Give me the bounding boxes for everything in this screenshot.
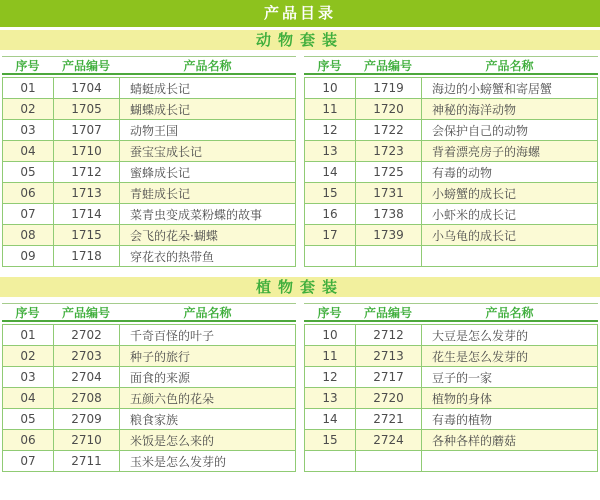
cell-index: 17 bbox=[305, 225, 356, 246]
table-row bbox=[305, 162, 598, 183]
table-row bbox=[305, 430, 598, 451]
cell-name: 粮食家族 bbox=[120, 409, 296, 430]
plant-left-table-body bbox=[2, 324, 296, 472]
cell-name: 蜻蜓成长记 bbox=[120, 78, 296, 99]
cell-code: 2721 bbox=[356, 409, 422, 430]
cell-index: 16 bbox=[305, 204, 356, 225]
cell-code: 1713 bbox=[54, 183, 120, 204]
section-plant-tables bbox=[0, 297, 600, 472]
cell-name: 米饭是怎么来的 bbox=[120, 430, 296, 451]
cell-index: 15 bbox=[305, 430, 356, 451]
animal-left-table-body bbox=[2, 77, 296, 267]
cell-code: 1715 bbox=[54, 225, 120, 246]
cell-code: 1712 bbox=[54, 162, 120, 183]
cell-index: 03 bbox=[3, 120, 54, 141]
table-row bbox=[305, 325, 598, 346]
column-header-name: 产品名称 bbox=[485, 305, 534, 320]
cell-code: 1707 bbox=[54, 120, 120, 141]
cell-index: 14 bbox=[305, 409, 356, 430]
cell-code: 1731 bbox=[356, 183, 422, 204]
cell-code: 1704 bbox=[54, 78, 120, 99]
cell-name: 菜青虫变成菜粉蝶的故事 bbox=[120, 204, 296, 225]
cell-name: 植物的身体 bbox=[422, 388, 598, 409]
cell-code: 2708 bbox=[54, 388, 120, 409]
cell-code: 1718 bbox=[54, 246, 120, 267]
section-animal bbox=[0, 30, 600, 267]
cell-index: 04 bbox=[3, 141, 54, 162]
cell-index: 11 bbox=[305, 99, 356, 120]
cell-code: 2720 bbox=[356, 388, 422, 409]
table-row bbox=[3, 409, 296, 430]
column-header-name: 产品名称 bbox=[183, 58, 232, 73]
column-header-name: 产品名称 bbox=[183, 305, 232, 320]
cell-code: 1705 bbox=[54, 99, 120, 120]
cell-name: 蝴蝶成长记 bbox=[120, 99, 296, 120]
cell-index: 06 bbox=[3, 183, 54, 204]
cell-index: 02 bbox=[3, 99, 54, 120]
cell-code: 2710 bbox=[54, 430, 120, 451]
cell-name: 五颜六色的花朵 bbox=[120, 388, 296, 409]
cell-code: 1725 bbox=[356, 162, 422, 183]
cell-name: 玉米是怎么发芽的 bbox=[120, 451, 296, 472]
cell-index: 11 bbox=[305, 346, 356, 367]
plant-left-header-row bbox=[2, 303, 296, 322]
table-row bbox=[305, 388, 598, 409]
cell-code: 2702 bbox=[54, 325, 120, 346]
column-header-code: 产品编号 bbox=[61, 58, 110, 73]
table-row bbox=[3, 78, 296, 99]
cell-index: 13 bbox=[305, 141, 356, 162]
column-header-code: 产品编号 bbox=[61, 305, 110, 320]
cell-name: 神秘的海洋动物 bbox=[422, 99, 598, 120]
table-row bbox=[3, 204, 296, 225]
page-title: 产品目录 bbox=[0, 0, 600, 27]
cell-name: 蚕宝宝成长记 bbox=[120, 141, 296, 162]
table-row bbox=[305, 183, 598, 204]
cell-name: 面食的来源 bbox=[120, 367, 296, 388]
table-row bbox=[305, 141, 598, 162]
plant-table-left bbox=[2, 297, 296, 472]
table-row bbox=[3, 388, 296, 409]
column-header-index: 序号 bbox=[15, 58, 40, 73]
column-header-index: 序号 bbox=[15, 305, 40, 320]
cell-name: 千奇百怪的叶子 bbox=[120, 325, 296, 346]
cell-name: 会飞的花朵·蝴蝶 bbox=[120, 225, 296, 246]
table-row bbox=[3, 99, 296, 120]
animal-right-table-body bbox=[304, 77, 598, 267]
table-row bbox=[3, 120, 296, 141]
cell-name: 各种各样的蘑菇 bbox=[422, 430, 598, 451]
cell-index: 13 bbox=[305, 388, 356, 409]
cell-index: 05 bbox=[3, 162, 54, 183]
table-row bbox=[3, 346, 296, 367]
cell-code: 2711 bbox=[54, 451, 120, 472]
column-header-code: 产品编号 bbox=[363, 305, 412, 320]
cell-index: 15 bbox=[305, 183, 356, 204]
cell-code: 1719 bbox=[356, 78, 422, 99]
cell-name: 有毒的植物 bbox=[422, 409, 598, 430]
cell-name: 小乌龟的成长记 bbox=[422, 225, 598, 246]
cell-code: 2713 bbox=[356, 346, 422, 367]
table-row bbox=[305, 367, 598, 388]
cell-code: 2712 bbox=[356, 325, 422, 346]
cell-code: 1714 bbox=[54, 204, 120, 225]
cell-index: 01 bbox=[3, 78, 54, 99]
cell-code: 1720 bbox=[356, 99, 422, 120]
cell-code: 2724 bbox=[356, 430, 422, 451]
cell-index: 12 bbox=[305, 367, 356, 388]
cell-index: 06 bbox=[3, 430, 54, 451]
table-row bbox=[3, 183, 296, 204]
cell-code: 1723 bbox=[356, 141, 422, 162]
column-header-name: 产品名称 bbox=[485, 58, 534, 73]
table-row bbox=[305, 120, 598, 141]
table-row bbox=[3, 141, 296, 162]
cell-index: 08 bbox=[3, 225, 54, 246]
cell-name: 穿花衣的热带鱼 bbox=[120, 246, 296, 267]
cell-name: 大豆是怎么发芽的 bbox=[422, 325, 598, 346]
cell-name bbox=[422, 246, 598, 267]
plant-right-header-row bbox=[304, 303, 598, 322]
cell-index: 07 bbox=[3, 204, 54, 225]
cell-index: 10 bbox=[305, 325, 356, 346]
table-row bbox=[3, 225, 296, 246]
cell-index: 14 bbox=[305, 162, 356, 183]
cell-name: 小虾米的成长记 bbox=[422, 204, 598, 225]
cell-name: 种子的旅行 bbox=[120, 346, 296, 367]
table-row bbox=[3, 246, 296, 267]
table-row bbox=[305, 451, 598, 472]
cell-index: 02 bbox=[3, 346, 54, 367]
table-row bbox=[305, 78, 598, 99]
cell-code: 2703 bbox=[54, 346, 120, 367]
table-row bbox=[305, 409, 598, 430]
section-plant-heading: 植物套装 bbox=[0, 277, 600, 297]
table-row bbox=[305, 346, 598, 367]
cell-index: 04 bbox=[3, 388, 54, 409]
table-row bbox=[3, 325, 296, 346]
animal-left-header-row bbox=[2, 56, 296, 75]
section-animal-tables bbox=[0, 50, 600, 267]
cell-code: 2704 bbox=[54, 367, 120, 388]
cell-index bbox=[305, 246, 356, 267]
table-row bbox=[305, 225, 598, 246]
cell-code bbox=[356, 246, 422, 267]
cell-name: 背着漂亮房子的海螺 bbox=[422, 141, 598, 162]
cell-code bbox=[356, 451, 422, 472]
table-row bbox=[3, 430, 296, 451]
table-row bbox=[305, 99, 598, 120]
table-row bbox=[305, 204, 598, 225]
cell-name: 豆子的一家 bbox=[422, 367, 598, 388]
cell-name: 动物王国 bbox=[120, 120, 296, 141]
table-row bbox=[3, 367, 296, 388]
cell-index: 03 bbox=[3, 367, 54, 388]
table-row bbox=[305, 246, 598, 267]
table-row bbox=[3, 162, 296, 183]
cell-code: 1722 bbox=[356, 120, 422, 141]
cell-index bbox=[305, 451, 356, 472]
table-row bbox=[3, 451, 296, 472]
cell-name: 有毒的动物 bbox=[422, 162, 598, 183]
plant-right-table-body bbox=[304, 324, 598, 472]
cell-name: 小螃蟹的成长记 bbox=[422, 183, 598, 204]
column-header-code: 产品编号 bbox=[363, 58, 412, 73]
cell-index: 12 bbox=[305, 120, 356, 141]
animal-table-left bbox=[2, 50, 296, 267]
column-header-index: 序号 bbox=[317, 305, 342, 320]
animal-table-right bbox=[304, 50, 598, 267]
cell-index: 01 bbox=[3, 325, 54, 346]
cell-index: 07 bbox=[3, 451, 54, 472]
section-animal-heading: 动物套装 bbox=[0, 30, 600, 50]
cell-name: 海边的小螃蟹和寄居蟹 bbox=[422, 78, 598, 99]
cell-index: 09 bbox=[3, 246, 54, 267]
column-header-index: 序号 bbox=[317, 58, 342, 73]
cell-name: 青蛙成长记 bbox=[120, 183, 296, 204]
cell-name bbox=[422, 451, 598, 472]
section-plant bbox=[0, 277, 600, 472]
cell-code: 1738 bbox=[356, 204, 422, 225]
plant-table-right bbox=[304, 297, 598, 472]
cell-index: 10 bbox=[305, 78, 356, 99]
cell-code: 1739 bbox=[356, 225, 422, 246]
cell-code: 1710 bbox=[54, 141, 120, 162]
cell-name: 会保护自己的动物 bbox=[422, 120, 598, 141]
cell-code: 2709 bbox=[54, 409, 120, 430]
cell-code: 2717 bbox=[356, 367, 422, 388]
cell-name: 蜜蜂成长记 bbox=[120, 162, 296, 183]
animal-right-header-row bbox=[304, 56, 598, 75]
cell-index: 05 bbox=[3, 409, 54, 430]
cell-name: 花生是怎么发芽的 bbox=[422, 346, 598, 367]
